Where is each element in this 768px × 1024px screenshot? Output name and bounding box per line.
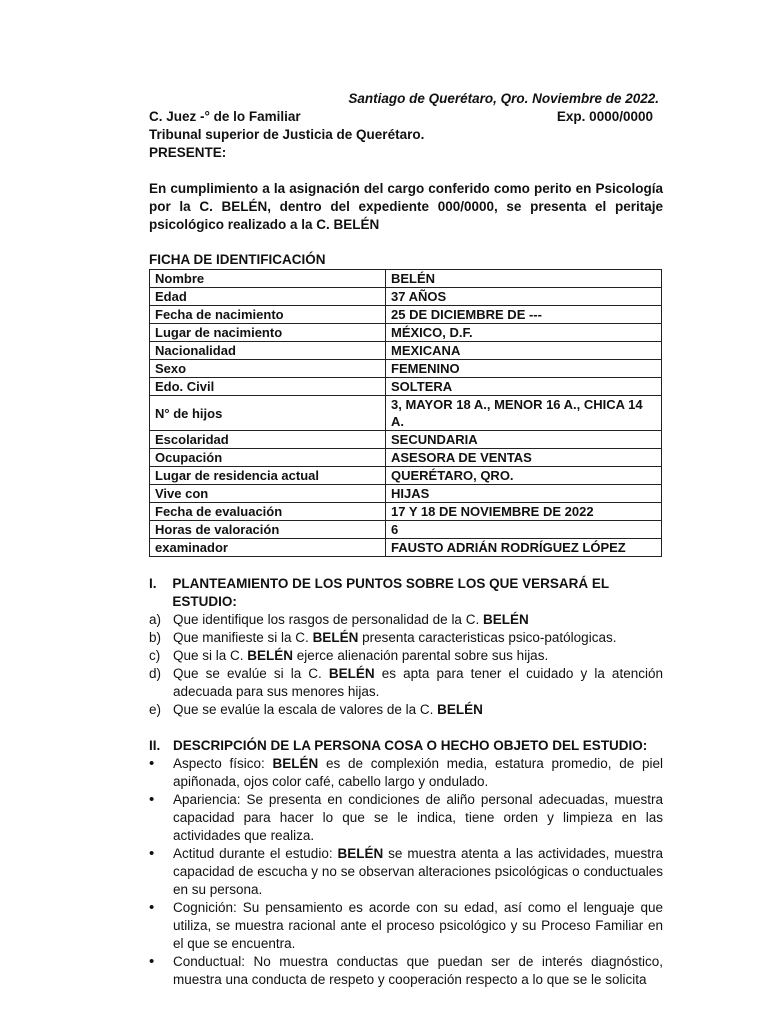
list-item-text: [173, 899, 663, 953]
presente-line: PRESENTE:: [149, 145, 227, 160]
field-label: Nombre: [150, 270, 386, 288]
bold-name: BELÉN: [437, 702, 483, 717]
expediente-number: Exp. 0000/0000: [556, 109, 653, 124]
bold-name: BELÉN: [482, 612, 529, 627]
table-row: [150, 539, 662, 557]
field-label: Lugar de nacimiento: [150, 324, 386, 342]
field-label: Escolaridad: [150, 431, 386, 449]
section-2-title: DESCRIPCIÓN DE LA PERSONA COSA O HECHO OBJETO DEL ESTUDIO:: [173, 738, 648, 753]
table-row: [150, 449, 662, 467]
table-row: [150, 503, 662, 521]
list-item: [149, 665, 663, 701]
section-2-heading: [149, 737, 663, 755]
field-value: FEMENINO: [386, 360, 662, 378]
list-item-text: [173, 845, 663, 899]
list-item: [149, 755, 663, 791]
section-2-number: II.: [149, 738, 161, 753]
field-value: MÉXICO, D.F.: [386, 324, 662, 342]
field-value: MEXICANA: [386, 342, 662, 360]
list-item-text: [173, 665, 663, 701]
table-row: [150, 396, 662, 431]
list-marker: b): [149, 630, 162, 645]
section-2-list: [149, 755, 663, 989]
text-run: Apariencia: Se presenta en condiciones de aliño personal adecuadas, muestra capacidad para hacer lo que se le indica, tiene orden y limpieza en las actividades que realiza.: [173, 792, 663, 843]
section-1-title: PLANTEAMIENTO DE LOS PUNTOS SOBRE LOS QUE VERSARÁ EL ESTUDIO:: [172, 576, 609, 609]
ficha-title: FICHA DE IDENTIFICACIÓN: [149, 252, 326, 267]
identification-table: [149, 269, 662, 557]
text-run: Aspecto físico:: [173, 756, 273, 771]
field-label: N° de hijos: [150, 396, 386, 431]
list-item: [149, 701, 663, 719]
bullet-marker: •: [149, 899, 155, 916]
list-marker: e): [149, 702, 162, 717]
section-1-list: [149, 611, 663, 719]
table-row: [150, 270, 662, 288]
table-row: [150, 378, 662, 396]
field-value: BELÉN: [386, 270, 662, 288]
list-marker: d): [149, 666, 162, 681]
list-item-text: [173, 701, 663, 719]
section-1-number: I.: [149, 576, 157, 591]
field-value: SOLTERA: [386, 378, 662, 396]
text-run: Que se evalúe la escala de valores de la C.: [173, 702, 438, 717]
text-run: se muestra atenta a las actividades, muestra capacidad de escucha y no se observan alteraciones psicológicas o conductuales en su persona.: [173, 846, 663, 897]
recipient-line: C. Juez -° de lo Familiar: [149, 109, 301, 124]
list-marker: a): [149, 612, 162, 627]
field-value: SECUNDARIA: [386, 431, 662, 449]
recipient-row: [149, 108, 663, 126]
list-item-text: [173, 629, 663, 647]
document-date: Santiago de Querétaro, Qro. Noviembre de 2022.: [348, 91, 659, 106]
field-label: Edad: [150, 288, 386, 306]
field-label: Fecha de evaluación: [150, 503, 386, 521]
table-row: [150, 360, 662, 378]
bold-name: BELÉN: [312, 630, 359, 645]
text-run: Que se evalúe si la C.: [173, 666, 329, 681]
text-run: Que identifique los rasgos de personalidad de la C.: [173, 612, 483, 627]
field-label: Nacionalidad: [150, 342, 386, 360]
tribunal-line: Tribunal superior de Justicia de Querétaro.: [149, 127, 425, 142]
list-item: [149, 953, 663, 989]
table-row: [150, 431, 662, 449]
field-label: Fecha de nacimiento: [150, 306, 386, 324]
bullet-marker: •: [149, 755, 155, 772]
field-value: FAUSTO ADRIÁN RODRÍGUEZ LÓPEZ: [386, 539, 662, 557]
bullet-marker: •: [149, 791, 155, 808]
table-row: [150, 342, 662, 360]
list-item: [149, 611, 663, 629]
list-item-text: [173, 647, 663, 665]
table-row: [150, 324, 662, 342]
list-marker: c): [149, 648, 161, 663]
bullet-marker: •: [149, 845, 155, 862]
document-page: [149, 90, 663, 989]
field-value: ASESORA DE VENTAS: [386, 449, 662, 467]
field-value: 37 AÑOS: [386, 288, 662, 306]
text-run: Conductual: No muestra conductas que puedan ser de interés diagnóstico, muestra una conducta de respeto y cooperación respecto a lo que se le solicita: [173, 954, 663, 987]
text-run: presenta caracteristicas psico-patólogicas.: [358, 630, 617, 645]
list-item: [149, 845, 663, 899]
field-label: Edo. Civil: [150, 378, 386, 396]
text-run: Que si la C.: [173, 648, 248, 663]
list-item: [149, 899, 663, 953]
table-row: [150, 288, 662, 306]
section-1-heading: [149, 575, 663, 611]
field-label: Ocupación: [150, 449, 386, 467]
list-item-text: [173, 755, 663, 791]
field-value: QUERÉTARO, QRO.: [386, 467, 662, 485]
text-run: Cognición: Su pensamiento es acorde con su edad, así como el lenguaje que utiliza, se muestra racional ante el proceso psicológico y su Proceso Familiar en el que se encuentra.: [173, 900, 663, 951]
text-run: es de complexión media, estatura promedio, de piel apiñonada, ojos color café, cabello largo y ondulado.: [173, 756, 663, 789]
table-row: [150, 306, 662, 324]
list-item-text: [173, 791, 663, 845]
bold-name: BELÉN: [272, 756, 319, 771]
bold-name: BELÉN: [337, 846, 384, 861]
field-label: examinador: [150, 539, 386, 557]
field-value: 6: [386, 521, 662, 539]
field-label: Vive con: [150, 485, 386, 503]
text-run: es apta para tener el cuidado y la atención adecuada para sus menores hijas.: [173, 666, 663, 699]
list-item: [149, 791, 663, 845]
text-run: ejerce alienación parental sobre sus hijas.: [293, 648, 549, 663]
list-item: [149, 647, 663, 665]
field-label: Sexo: [150, 360, 386, 378]
bullet-marker: •: [149, 953, 155, 970]
field-label: Lugar de residencia actual: [150, 467, 386, 485]
field-value: HIJAS: [386, 485, 662, 503]
list-item: [149, 629, 663, 647]
text-run: Actitud durante el estudio:: [173, 846, 338, 861]
list-item-text: [173, 611, 663, 629]
field-value: 17 Y 18 DE NOVIEMBRE DE 2022: [386, 503, 662, 521]
text-run: Que manifieste si la C.: [173, 630, 313, 645]
field-value: 25 DE DICIEMBRE DE ---: [386, 306, 662, 324]
table-row: [150, 485, 662, 503]
field-label: Horas de valoración: [150, 521, 386, 539]
table-row: [150, 467, 662, 485]
list-item-text: [173, 953, 663, 989]
intro-paragraph: En cumplimiento a la asignación del cargo conferido como perito en Psicología por la C. BELÉN, dentro del expediente 000/0000, se presenta el peritaje psicológico realizado a la C. BELÉN: [149, 181, 663, 232]
bold-name: BELÉN: [247, 648, 294, 663]
bold-name: BELÉN: [328, 666, 375, 681]
field-value: 3, MAYOR 18 A., MENOR 16 A., CHICA 14 A.: [386, 396, 662, 431]
table-row: [150, 521, 662, 539]
